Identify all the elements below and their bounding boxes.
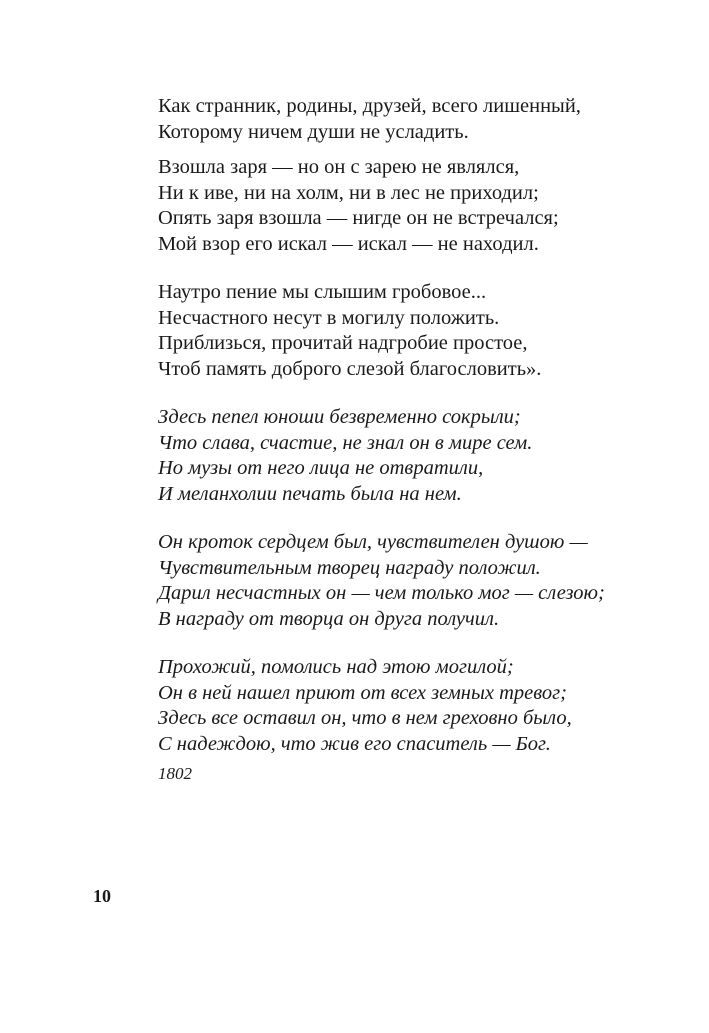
poem-line: И меланхолии печать была на нем. [158, 482, 462, 505]
stanza-2 [158, 155, 678, 257]
poem-line: Здесь все оставил он, что в нем греховно было, [158, 707, 572, 729]
poem-line: Взошла заря — но он с зарею не являлся, [158, 156, 520, 178]
stanza-6-epitaph [158, 655, 678, 757]
poem-line: Наутро пение мы слышим гробовое... [158, 281, 487, 303]
poem-line: Здесь пепел юноши безвременно сокрыли; [158, 406, 521, 428]
poem-line: Он в ней нашел приют от всех земных тревог; [158, 681, 567, 704]
poem-line: Как странник, родины, друзей, всего лишенный, [158, 95, 581, 117]
poem [158, 94, 678, 785]
poem-year: 1802 [158, 764, 192, 783]
stanza-4-epitaph [158, 405, 678, 507]
stanza-5-epitaph [158, 530, 678, 632]
poem-line: С надеждою, что жив его спаситель — Бог. [158, 732, 551, 755]
poem-line: Ни к иве, ни на холм, ни в лес не приходил; [158, 181, 539, 204]
poem-line: Но музы от него лица не отвратили, [158, 457, 484, 479]
poem-line: Мой взор его искал — искал — не находил. [158, 232, 539, 255]
poem-line: Прохожий, помолись над этою могилой; [158, 656, 514, 678]
stanza-1 [158, 94, 678, 145]
poem-line: Чувствительным творец награду положил. [158, 556, 541, 579]
poem-line: Что слава, счастие, не знал он в мире сем. [158, 431, 533, 454]
poem-line: Дарил несчастных он — чем только мог — слезою; [158, 582, 605, 604]
poem-line: Опять заря взошла — нигде он не встречался; [158, 207, 559, 229]
page-number: 10 [93, 886, 111, 906]
stanza-3 [158, 280, 678, 382]
poem-line: Приблизься, прочитай надгробие простое, [158, 332, 528, 354]
poem-line: Он кроток сердцем был, чувствителен душою — [158, 531, 588, 553]
poem-line: В награду от творца он друга получил. [158, 607, 500, 630]
poem-line: Которому ничем души не усладить. [158, 120, 469, 143]
poem-line: Чтоб память доброго слезой благословить». [158, 357, 542, 380]
poem-line: Несчастного несут в могилу положить. [158, 306, 500, 329]
